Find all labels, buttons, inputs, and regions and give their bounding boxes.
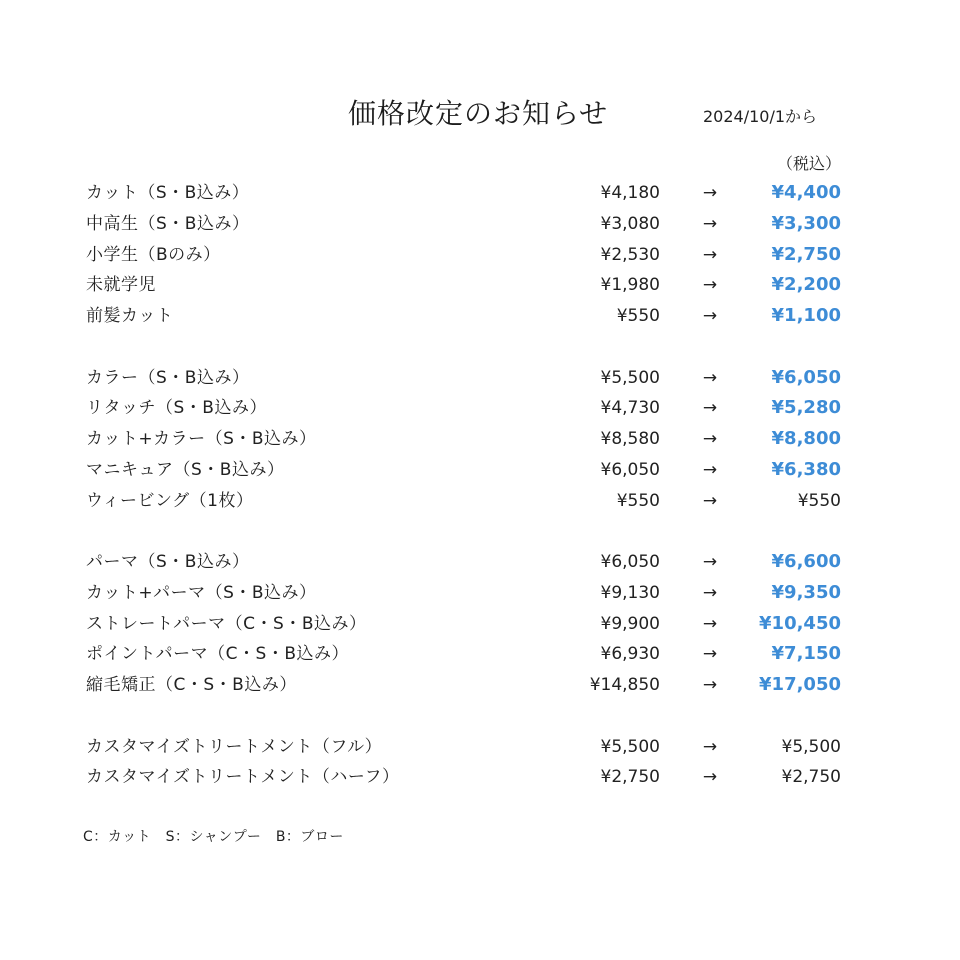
service-name: 前髪カット [86, 306, 174, 326]
new-price: ¥6,600 [771, 551, 841, 572]
arrow-icon: → [702, 245, 718, 265]
arrow-icon: → [702, 583, 718, 603]
page-title: 価格改定のお知らせ [348, 97, 609, 130]
arrow-icon: → [702, 767, 718, 787]
price-row [0, 611, 960, 637]
old-price: ¥4,730 [600, 398, 660, 418]
old-price: ¥5,500 [600, 368, 660, 388]
new-price: ¥5,280 [771, 397, 841, 418]
arrow-icon: → [702, 275, 718, 295]
arrow-icon: → [702, 183, 718, 203]
old-price: ¥4,180 [600, 183, 660, 203]
price-row [0, 549, 960, 575]
old-price: ¥14,850 [589, 675, 660, 695]
service-name: 未就学児 [86, 275, 156, 295]
service-name: カット+パーマ（S・B込み） [86, 583, 317, 603]
price-row [0, 672, 960, 698]
arrow-icon: → [702, 368, 718, 388]
arrow-icon: → [702, 398, 718, 418]
old-price: ¥6,050 [600, 552, 660, 572]
price-row [0, 764, 960, 790]
new-price: ¥1,100 [771, 305, 841, 326]
service-name: マニキュア（S・B込み） [86, 460, 285, 480]
service-name: パーマ（S・B込み） [86, 552, 250, 572]
new-price: ¥2,750 [781, 767, 841, 787]
service-name: カット+カラー（S・B込み） [86, 429, 317, 449]
price-row [0, 272, 960, 298]
service-name: カスタマイズトリートメント（フル） [86, 737, 383, 757]
new-price: ¥550 [797, 491, 841, 511]
service-name: 縮毛矯正（C・S・B込み） [86, 675, 297, 695]
old-price: ¥6,930 [600, 644, 660, 664]
arrow-icon: → [702, 737, 718, 757]
new-price: ¥8,800 [771, 428, 841, 449]
arrow-icon: → [702, 306, 718, 326]
old-price: ¥550 [616, 306, 660, 326]
new-price: ¥6,050 [771, 367, 841, 388]
service-name: カット（S・B込み） [86, 183, 250, 203]
old-price: ¥550 [616, 491, 660, 511]
service-name: 中高生（S・B込み） [86, 214, 250, 234]
new-price: ¥5,500 [781, 737, 841, 757]
tax-included-note: （税込） [777, 154, 842, 173]
new-price: ¥9,350 [771, 582, 841, 603]
price-row [0, 488, 960, 514]
old-price: ¥2,530 [600, 245, 660, 265]
service-name: ポイントパーマ（C・S・B込み） [86, 644, 349, 664]
price-row [0, 734, 960, 760]
price-row [0, 303, 960, 329]
new-price: ¥17,050 [759, 674, 841, 695]
price-row [0, 457, 960, 483]
old-price: ¥9,130 [600, 583, 660, 603]
new-price: ¥3,300 [771, 213, 841, 234]
arrow-icon: → [702, 614, 718, 634]
new-price: ¥2,750 [771, 244, 841, 265]
price-row [0, 211, 960, 237]
arrow-icon: → [702, 491, 718, 511]
price-row [0, 580, 960, 606]
arrow-icon: → [702, 644, 718, 664]
arrow-icon: → [702, 429, 718, 449]
price-row [0, 242, 960, 268]
old-price: ¥2,750 [600, 767, 660, 787]
effective-date: 2024/10/1から [703, 107, 818, 126]
price-row [0, 180, 960, 206]
arrow-icon: → [702, 214, 718, 234]
old-price: ¥9,900 [600, 614, 660, 634]
new-price: ¥6,380 [771, 459, 841, 480]
old-price: ¥5,500 [600, 737, 660, 757]
service-name: カスタマイズトリートメント（ハーフ） [86, 767, 400, 787]
old-price: ¥8,580 [600, 429, 660, 449]
new-price: ¥10,450 [759, 613, 841, 634]
price-row [0, 395, 960, 421]
new-price: ¥7,150 [771, 643, 841, 664]
service-name: カラー（S・B込み） [86, 368, 250, 388]
price-row [0, 641, 960, 667]
abbreviation-legend: C：カット S：シャンプー B：ブロー [83, 829, 344, 845]
arrow-icon: → [702, 675, 718, 695]
service-name: リタッチ（S・B込み） [86, 398, 267, 418]
service-name: ウィービング（1枚） [86, 491, 254, 511]
new-price: ¥4,400 [771, 182, 841, 203]
old-price: ¥1,980 [600, 275, 660, 295]
arrow-icon: → [702, 460, 718, 480]
old-price: ¥6,050 [600, 460, 660, 480]
old-price: ¥3,080 [600, 214, 660, 234]
arrow-icon: → [702, 552, 718, 572]
price-row [0, 426, 960, 452]
price-row [0, 365, 960, 391]
service-name: 小学生（Bのみ） [86, 245, 221, 265]
new-price: ¥2,200 [771, 274, 841, 295]
service-name: ストレートパーマ（C・S・B込み） [86, 614, 367, 634]
